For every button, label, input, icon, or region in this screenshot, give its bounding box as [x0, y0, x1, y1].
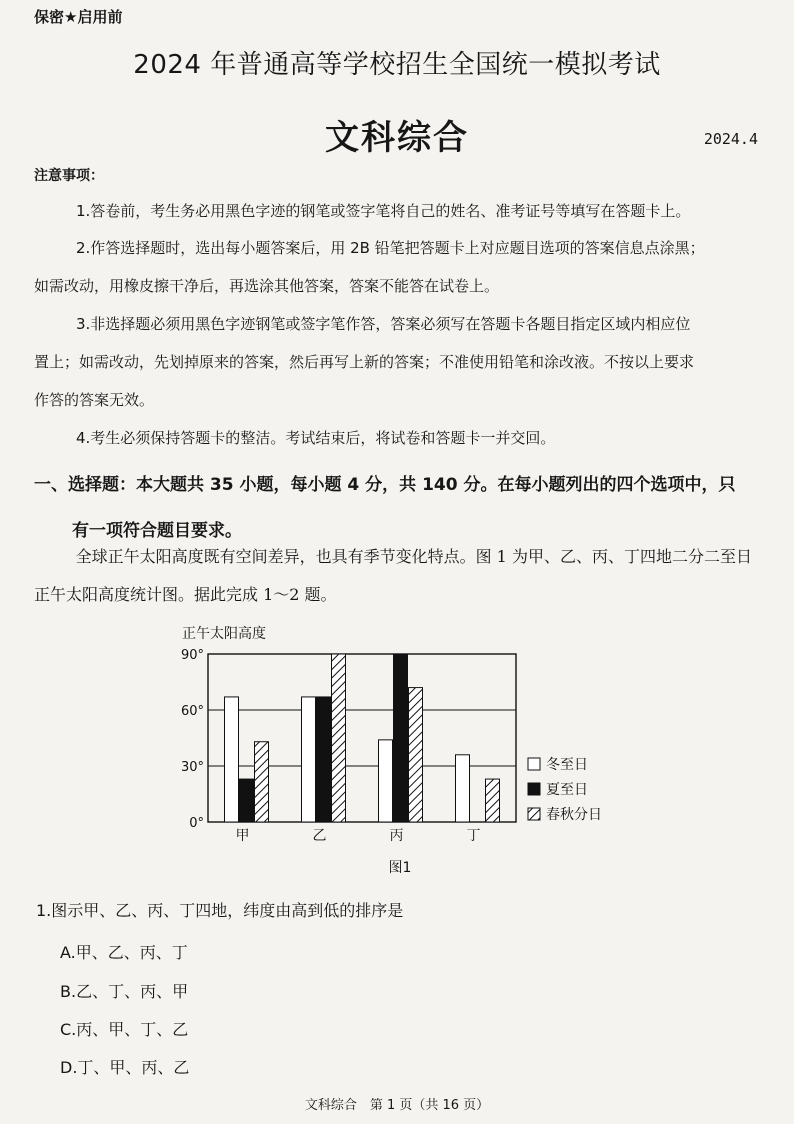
notice-item-3-line-3: 作答的答案无效。	[34, 391, 155, 409]
notice-heading: 注意事项：	[34, 168, 104, 184]
section-heading-line-2: 有一项符合题目要求。	[72, 521, 242, 541]
bar-春秋分日-丁	[486, 779, 500, 822]
bar-夏至日-甲	[240, 779, 254, 822]
section-heading-line-1: 一、选择题：本大题共 35 小题，每小题 4 分，共 140 分。在每小题列出的四个选项中，只	[34, 475, 736, 495]
chart-caption: 图1	[388, 860, 412, 876]
x-category-label: 丁	[466, 828, 481, 844]
legend-swatch	[528, 808, 540, 820]
notice-item-4: 4.考生必须保持答题卡的整洁。考试结束后，将试卷和答题卡一并交回。	[76, 429, 556, 447]
bar-冬至日-乙	[302, 697, 316, 822]
question-1-option-d[interactable]: D.丁、甲、丙、乙	[60, 1058, 190, 1077]
question-1-option-b[interactable]: B.乙、丁、丙、甲	[60, 982, 189, 1001]
confidential-label: 保密★启用前	[34, 8, 123, 26]
bar-春秋分日-乙	[332, 654, 346, 822]
y-tick-label: 0°	[189, 816, 204, 831]
chart-title: 正午太阳高度	[182, 626, 266, 642]
y-tick-label: 30°	[180, 760, 204, 775]
exam-title: 2024 年普通高等学校招生全国统一模拟考试	[133, 50, 661, 80]
bar-冬至日-甲	[225, 697, 239, 822]
notice-item-2-line-1: 2.作答选择题时，选出每小题答案后，用 2B 铅笔把答题卡上对应题目选项的答案信息点涂黑；	[76, 239, 705, 257]
legend-label: 冬至日	[546, 757, 588, 773]
bar-夏至日-丙	[394, 654, 408, 822]
question-1-option-c[interactable]: C.丙、甲、丁、乙	[60, 1020, 189, 1039]
question-intro: 全球正午太阳高度既有空间差异，也具有季节变化特点。图 1 为甲、乙、丙、丁四地二分二至日正午太阳高度统计图。据此完成 1～2 题。	[34, 547, 752, 604]
notice-item-2-line-2: 如需改动，用橡皮擦干净后，再选涂其他答案，答案不能答在试卷上。	[34, 277, 500, 295]
page-footer: 文科综合 第 1 页（共 16 页）	[304, 1098, 490, 1113]
bar-春秋分日-甲	[255, 742, 269, 822]
bar-冬至日-丙	[379, 740, 393, 822]
notice-item-3-line-1: 3.非选择题必须用黑色字迹钢笔或签字笔作答，答案必须写在答题卡各题目指定区域内相应位	[76, 315, 691, 333]
y-tick-label: 90°	[180, 648, 204, 663]
question-1-option-a[interactable]: A.甲、乙、丙、丁	[60, 943, 188, 962]
legend-label: 春秋分日	[546, 807, 602, 823]
legend-swatch	[528, 783, 540, 795]
x-category-label: 丙	[389, 828, 404, 844]
bar-夏至日-乙	[317, 697, 331, 822]
question-1-stem: 1.图示甲、乙、丙、丁四地，纬度由高到低的排序是	[36, 901, 404, 920]
legend-label: 夏至日	[546, 782, 588, 798]
x-category-label: 甲	[235, 828, 250, 844]
notice-item-1: 1.答卷前，考生务必用黑色字迹的钢笔或签字笔将自己的姓名、准考证号等填写在答题卡上。	[76, 202, 691, 220]
bar-冬至日-丁	[456, 755, 470, 822]
bar-春秋分日-丙	[409, 688, 423, 822]
notice-item-3-line-2: 置上；如需改动，先划掉原来的答案，然后再写上新的答案；不准使用铅笔和涂改液。不按以上要求	[34, 353, 695, 371]
subject-title: 文科综合	[325, 118, 469, 158]
y-tick-label: 60°	[180, 704, 204, 719]
x-category-label: 乙	[312, 828, 327, 844]
solar-altitude-chart	[160, 620, 640, 880]
exam-date: 2024.4	[703, 130, 758, 148]
legend-swatch	[528, 758, 540, 770]
